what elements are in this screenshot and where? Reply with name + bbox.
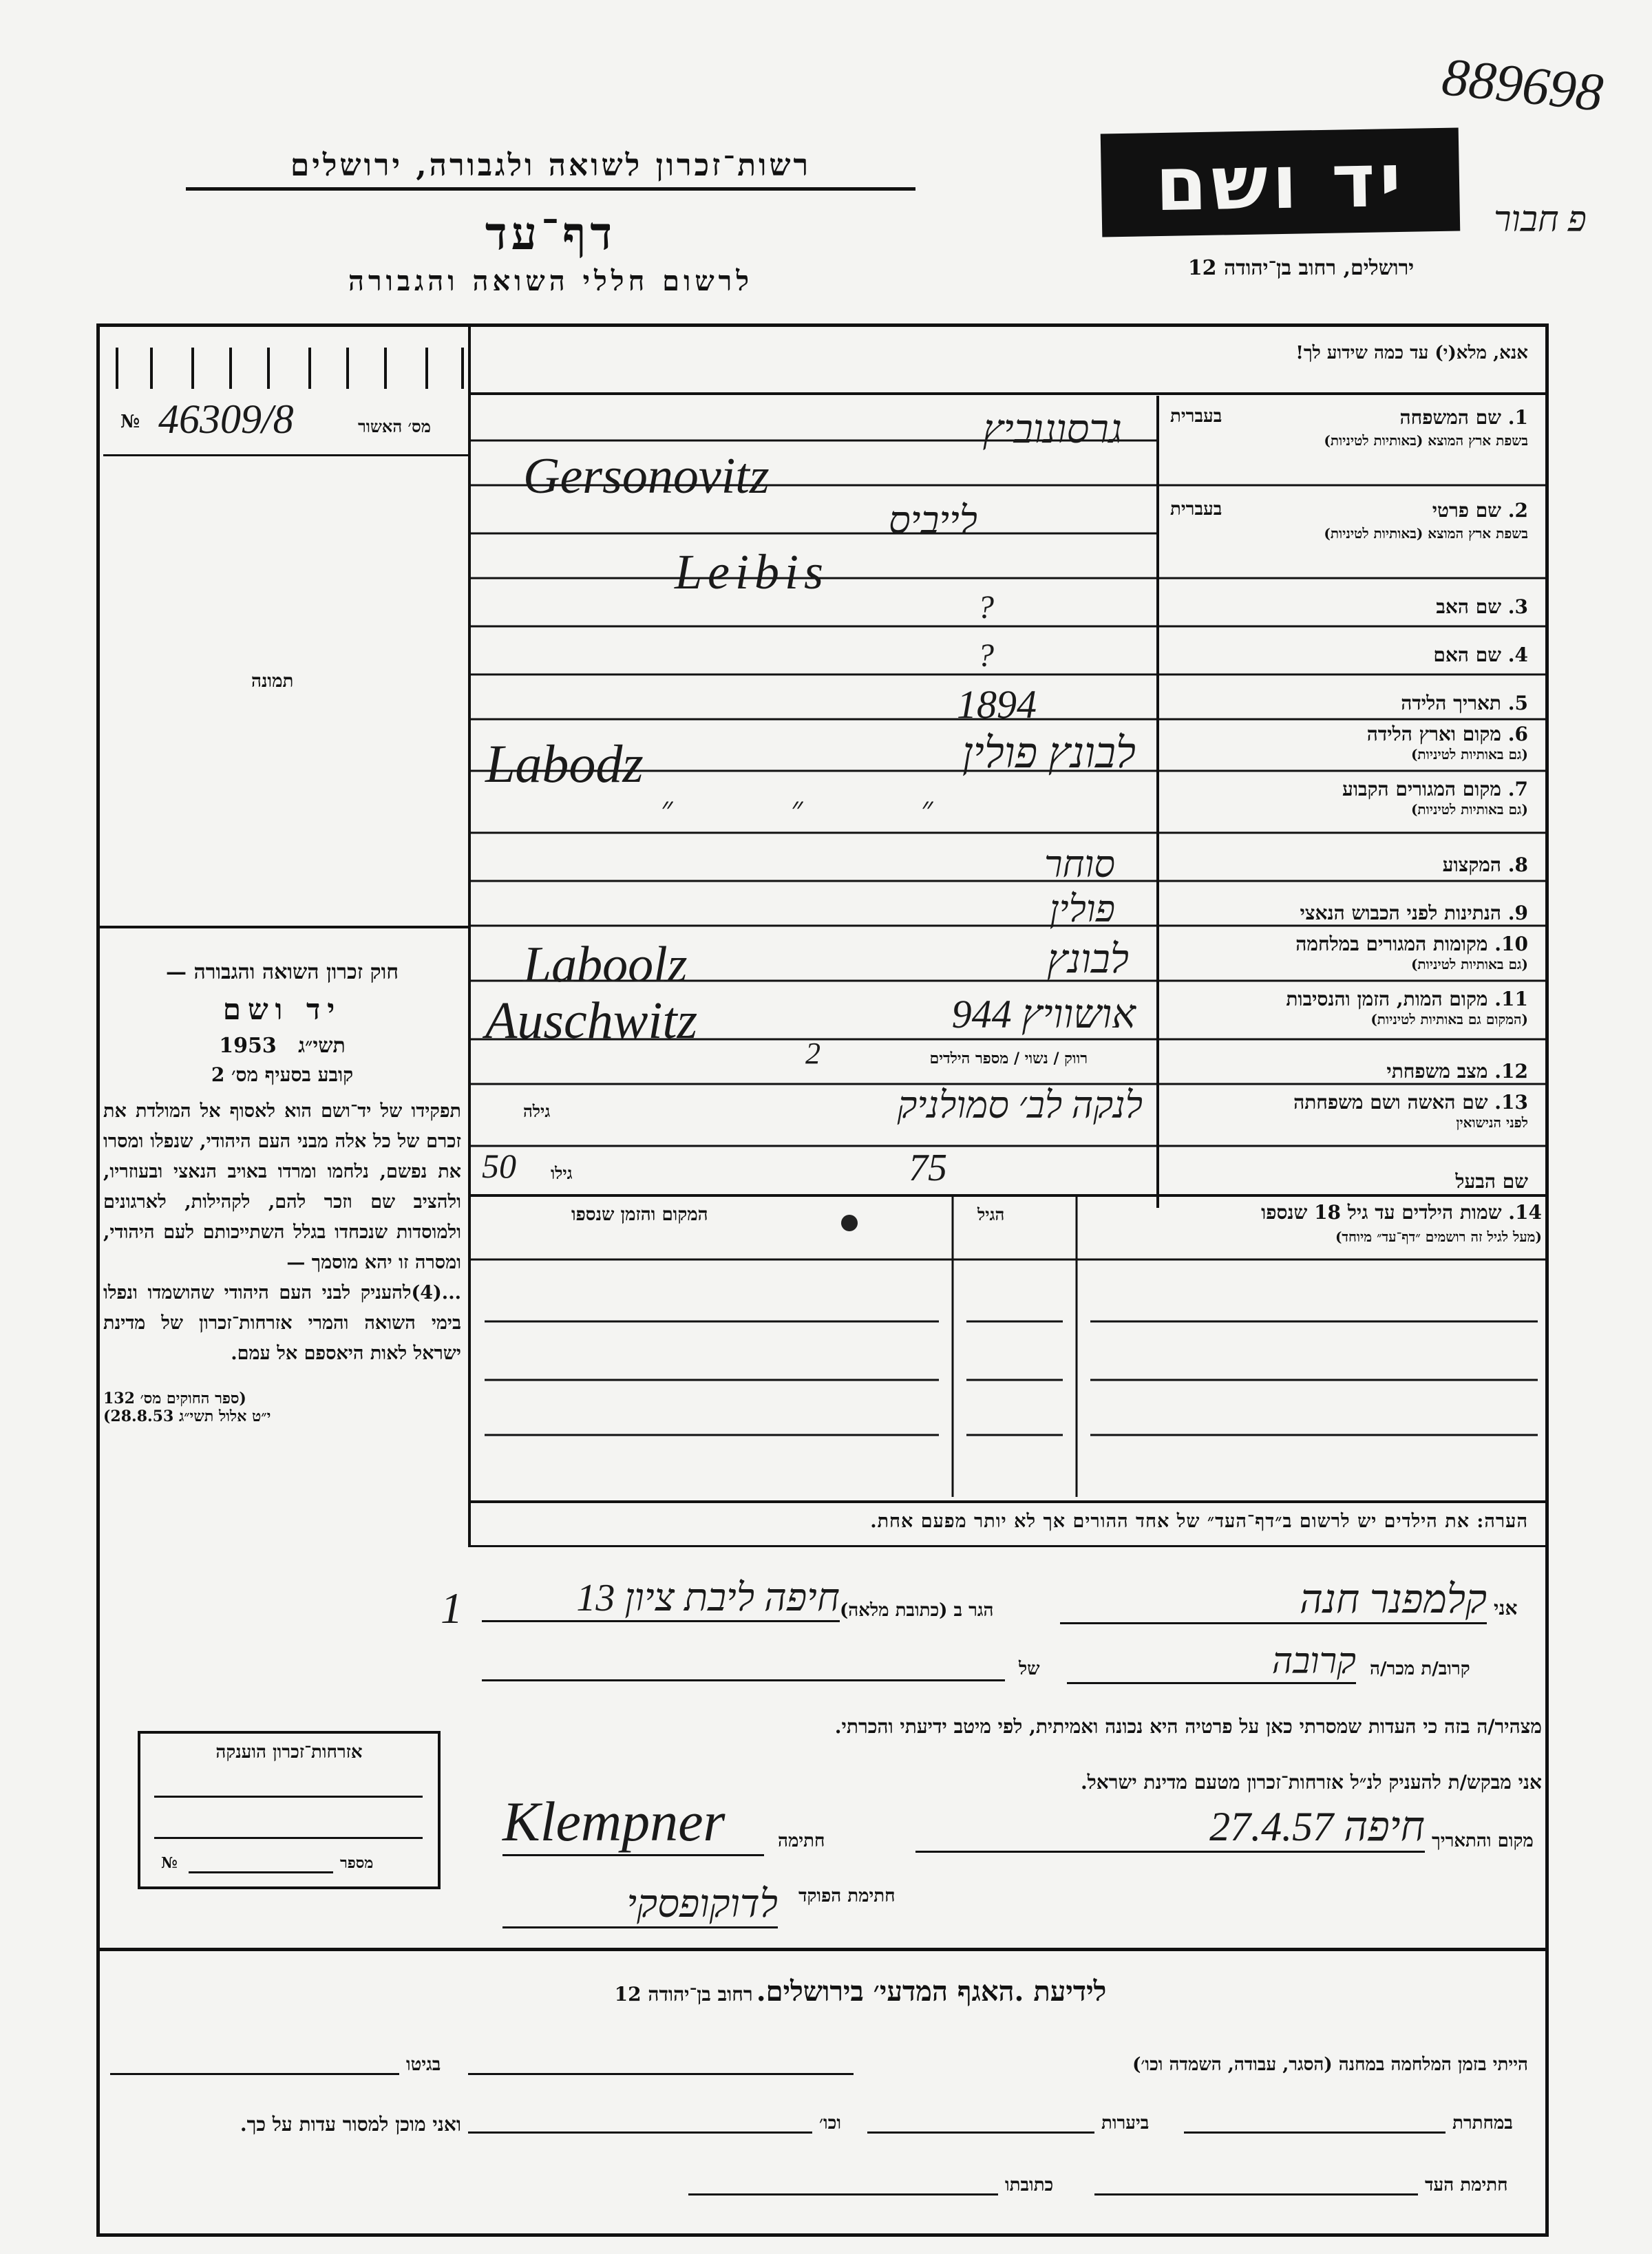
law-clause: קובע בסעיף מס׳ 2: [211, 1063, 354, 1086]
husband-age-value: 50: [482, 1147, 516, 1185]
decl-relation-label: קרוב/ת מכר/ה: [1370, 1659, 1470, 1679]
father-name-value: ?: [977, 589, 994, 626]
birthplace-hebrew: לבונץ פולין: [962, 730, 1136, 777]
law-year-heb: תשי״ג: [298, 1034, 346, 1058]
first-name-latin: Leibis: [675, 544, 829, 599]
profession-value: סוחר: [1044, 844, 1115, 885]
approval-number: 46309/8: [158, 396, 294, 442]
death-place-latin: Auschwitz: [485, 992, 698, 1050]
bottom-line3-b: כתובתו: [1005, 2175, 1054, 2195]
children-header: 14. שמות הילדים עד גיל 18 שנספו (מעל לגיל זה רושמים ״דף־עד״ מיוחד): [1261, 1201, 1542, 1245]
form-subtitle: לרשום חללי השואה והגבורה: [348, 265, 754, 297]
approval-prefix: №: [120, 412, 140, 432]
decl-request: אני מבקש/ת להעניק לנ״ל אזרחות־זכרון מטעם מדינת ישראל.: [1080, 1771, 1542, 1794]
bottom-title-main: לידיעת .האגף המדעי׳ בירושלים.: [756, 1975, 1107, 2008]
bottom-title: [482, 1975, 1239, 2008]
declarant-name: קלמפנר חנה: [1060, 1576, 1487, 1624]
marital-status-value: 2: [805, 1036, 820, 1070]
bottom-title-addr: רחוב בן־יהודה 12: [614, 1983, 753, 2006]
form-title: דף־עד: [485, 206, 617, 260]
marital-status-subline: רווק / נשוי / מספר הילדים: [929, 1050, 1088, 1067]
decl-place-date-value: חיפה 27.4.57: [915, 1803, 1425, 1853]
birth-date-value: 1894: [957, 682, 1037, 727]
husband-age-label: גילו: [551, 1163, 573, 1183]
nationality-value: פולין: [1049, 889, 1115, 930]
bottom-line2-d: ואני מוכן למסור עדות על כך.: [240, 2113, 461, 2136]
family-name-latin: Gersonovitz: [523, 448, 770, 504]
bottom-line1-a: הייתי בזמן המלחמה במחנה (הסגר, עבודה, השמדה וכו׳): [1132, 2054, 1528, 2075]
certificate-prefix: №: [161, 1854, 178, 1872]
residence-value: ״ ״ ״: [661, 791, 988, 826]
law-body-2: ...(4)להעניק לבני העם היהודי שהושמדו ונפלו בימי השואה והמרי אזרחות־זכרון של מדינת ישראל לאות היאספם אל עמם.: [103, 1282, 461, 1364]
decl-resides: הגר ב (כתובת מלאה): [840, 1600, 994, 1621]
certificate-number-label: מספר: [340, 1854, 374, 1872]
law-body: תפקידו של יד־ושם הוא לאסוף אל המולדת את זכרם של כל אלה מבני העם היהודי, שנפלו ומסרו את נפשם, נלחמו ומרדו באויב הנאצי ובעוזריו, ולהציב שם וזכר להם, לקהילות, לארגונים ולמוסדות שנכחדו בגלל השתייכותם לעם היהודי, ומסרה זו יהא מוסמך —: [103, 1101, 461, 1273]
bottom-line3-a: חתימת העד: [1425, 2175, 1508, 2195]
instruction-top: אנא, מלא(י) עד כמה שידוע לך!: [1295, 343, 1528, 363]
wartime-residence-latin: Laboolz: [523, 937, 688, 993]
id-comb-boxes: [103, 348, 468, 389]
bottom-line2-b: ביערות: [1101, 2113, 1150, 2134]
children-col-place: המקום והזמן שנספו: [571, 1204, 708, 1225]
declarant-signature: Klempner: [502, 1789, 764, 1856]
logo-text: יד ושם: [1154, 137, 1406, 228]
decl-signature-label: חתימה: [778, 1831, 825, 1851]
handwritten-note: פ חבור: [1494, 200, 1587, 240]
authority-name: רשות־זכרון לשואה ולגבורה, ירושלים: [186, 148, 915, 191]
approval-label: מס׳ האשור: [358, 416, 431, 436]
logo: [1101, 127, 1461, 237]
officer-signature-label: חתימת הפוקד: [798, 1886, 896, 1906]
certificate-title: אזרחות־זכרון הוענקה: [215, 1742, 363, 1763]
certificate-box: [138, 1731, 441, 1889]
birthplace-latin: Labodz: [485, 734, 644, 794]
mother-name-value: ?: [977, 637, 994, 674]
label-grid: [1156, 396, 1549, 1222]
law-heading: חוק זכרון השואה והגבורה —: [166, 960, 399, 984]
husband-name-value: 75: [909, 1147, 947, 1189]
decl-of: של: [1019, 1659, 1040, 1679]
declarant-address: חיפה ליבת ציון 13: [482, 1576, 840, 1622]
decl-place-date-label: מקום והתאריך: [1432, 1831, 1534, 1851]
law-box: [103, 960, 461, 1425]
bottom-line1-b: בגיטו: [406, 2054, 441, 2075]
wife-age-label: גילה: [523, 1101, 551, 1121]
children-grid: [471, 1194, 1549, 1511]
bottom-line2-a: במחתרת: [1452, 2113, 1513, 2134]
law-year: 1953: [219, 1034, 277, 1058]
margin-mark: 1: [441, 1584, 463, 1633]
photo-label: תמונה: [251, 671, 294, 692]
law-org: יד ושם: [222, 992, 342, 1026]
wife-name-value: לנקה לב׳ סמולניק: [897, 1085, 1143, 1126]
law-ref: (ספר החוקים מס׳ 132: [103, 1390, 246, 1407]
decl-statement: מצהיר/ה בזה כי העדות שמסרתי כאן על פרטיה היא נכונה ואמיתית, לפי מיטב ידיעתי והכרתי.: [834, 1715, 1542, 1738]
family-name-hebrew: גרסונוביץ: [982, 407, 1122, 451]
note-line: הערה: את הילדים יש לרשום ב״דף־העד״ של אחד ההורים אך לא יותר מפעם אחת.: [870, 1511, 1528, 1532]
wartime-residence-hebrew: לבונץ: [1046, 937, 1129, 981]
death-place-hebrew: אושוויץ 944: [951, 992, 1136, 1036]
decl-relation-value: קרובה: [1067, 1641, 1356, 1684]
bottom-line2-c: וכו׳: [819, 2113, 842, 2134]
first-name-hebrew: לייביס: [888, 500, 977, 542]
decl-i-am: אני: [1494, 1597, 1518, 1619]
address: ירושלים, רחוב בן־יהודה 12: [1187, 256, 1415, 280]
officer-signature: לדוקופסקי: [502, 1882, 778, 1928]
law-ref-2: י״ט אלול תשי״ג 28.8.53): [103, 1407, 271, 1425]
children-col-age: הגיל: [977, 1204, 1005, 1224]
archive-number: 889698: [1439, 46, 1606, 123]
